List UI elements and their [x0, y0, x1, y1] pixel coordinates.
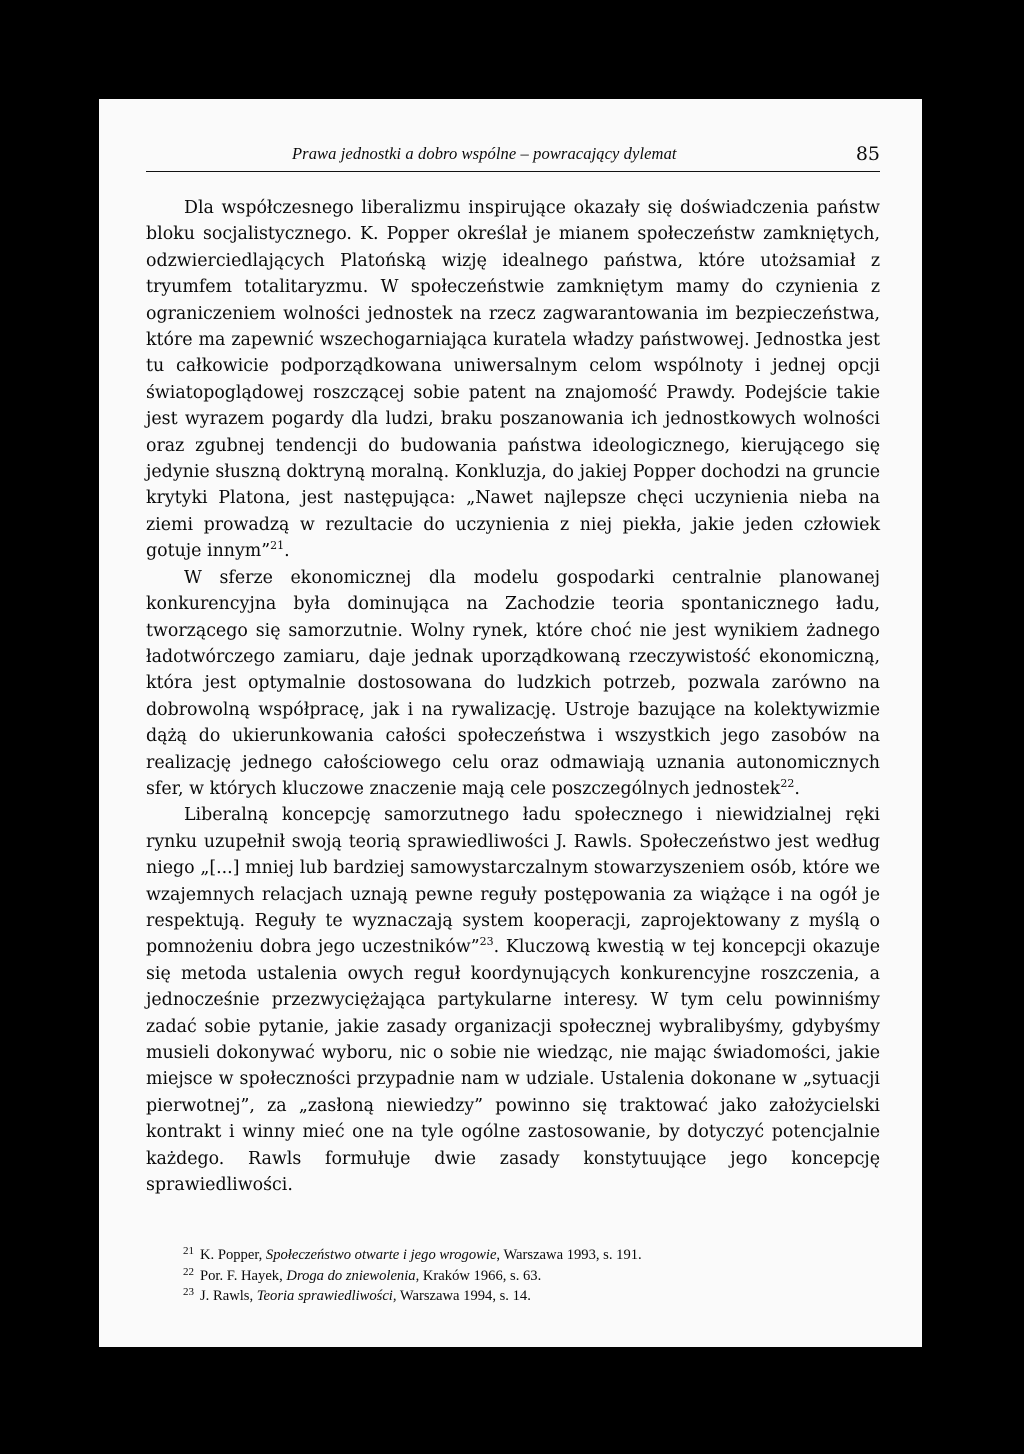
footnote-ref: 23 — [479, 935, 494, 949]
paragraph — [146, 802, 880, 1198]
footnote-rest: Warszawa 1994, s. 14. — [396, 1288, 531, 1304]
footnotes — [183, 1243, 880, 1305]
page-header — [146, 141, 880, 172]
paragraph-text: W sferze ekonomicznej dla modelu gospodarki centralnie planowanej konkurencyjna była dominująca na Zachodzie teoria spontanicznego ładu, tworzącego się samorzutnie. Wolny rynek, które choć nie jest wynikiem żadnego ładotwórczego zamiaru, daje jednak uporządkowaną rzeczywistość ekonomiczną, która jest optymalnie dostosowana do ludzkich potrzeb, pozwala zarówno na dobrowolną współpracę, jak i na rywalizację. Ustroje bazujące na kolektywizmie dążą do ukierunkowania całości społeczeństwa i wszystkich jego zasobów na realizację jednego całościowego celu oraz odmawiają uznania autonomicznych sfer, w których kluczowe znaczenie mają cele poszczególnych jednostek — [146, 567, 880, 799]
footnote — [183, 1284, 880, 1305]
paragraph — [146, 565, 880, 803]
footnote-rest: , Warszawa 1993, s. 191. — [496, 1247, 642, 1263]
paragraph-tail: . — [284, 541, 290, 562]
footnote-number: 22 — [183, 1265, 194, 1278]
running-title: Prawa jednostki a dobro wspólne – powracający dylemat — [292, 144, 677, 163]
paragraph-text: Liberalną koncepcję samorzutnego ładu społecznego i niewidzialnej ręki rynku uzupełnił swoją teorią sprawiedliwości J. Rawls. Społeczeństwo jest według niego „[...] mniej lub bardziej samowystarczalnym stowarzyszeniem osób, które we wzajemnych relacjach uznają pewne reguły postępowania za wiążące i na ogół je respektują. Reguły te wyznaczają system kooperacji, zaprojektowany z myślą o pomnożeniu dobra jego uczestników” — [146, 805, 880, 958]
footnote-number: 23 — [183, 1286, 194, 1298]
footnote-title: Teoria sprawiedliwości, — [256, 1288, 397, 1304]
footnote-title: Społeczeństwo otwarte i jego wrogowie — [265, 1247, 497, 1263]
paragraph — [146, 195, 880, 565]
footnote-author: Por. F. Hayek, — [200, 1267, 287, 1284]
footnote-number: 21 — [183, 1245, 194, 1257]
footnote-rest: , Kraków 1966, s. 63. — [415, 1267, 542, 1284]
footnote — [183, 1243, 880, 1264]
footnote-title: Droga do zniewolenia — [286, 1267, 416, 1284]
page-number: 85 — [855, 143, 880, 165]
footnote-ref: 22 — [780, 777, 795, 791]
body-text — [146, 195, 880, 1198]
paragraph-text: Dla współczesnego liberalizmu inspirujące okazały się doświadczenia państw bloku socjalistycznego. K. Popper określał je mianem społeczeństw zamkniętych, odzwierciedlających Platońską wizję idealnego państwa, które utożsamiał z tryumfem totalitaryzmu. W społeczeństwie zamkniętym mamy do czynienia z ograniczeniem wolności jednostek na rzecz zagwarantowania im bezpieczeństwa, które ma zapewnić wszechogarniająca kuratela władzy państwowej. Jednostka jest tu całkowicie podporządkowana uniwersalnym celom wspólnoty i jednej opcji światopoglądowej roszczącej sobie patent na znajomość Prawdy. Podejście takie jest wyrazem pogardy dla ludzi, braku poszanowania ich jednostkowych wolności oraz zgubnej tendencji do budowania państwa ideologicznego, kierującego się jedynie słuszną doktryną moralną. Konkluzja, do jakiej Popper dochodzi na gruncie krytyki Platona, jest następująca: „Nawet najlepsze chęci uczynienia nieba na ziemi prowadzą w rezultacie do uczynienia z niej piekła, jakie jeden człowiek gotuje innym” — [146, 198, 880, 562]
footnote-ref: 21 — [270, 539, 285, 553]
footnote-author: J. Rawls, — [200, 1288, 257, 1304]
paragraph-tail: . Kluczową kwestią w tej koncepcji okazuje się metoda ustalenia owych reguł koordynujących konkurencyjne roszczenia, a jednocześnie przezwyciężająca partykularne interesy. W tym celu powinniśmy zadać sobie pytanie, jakie zasady organizacji społecznej wybralibyśmy, gdybyśmy musieli dokonywać wyboru, nic o sobie nie wiedząc, nie mając świadomości, jakie miejsce w społeczności przypadnie nam w udziale. Ustalenia dokonane w „sytuacji pierwotnej”, za „zasłoną niewiedzy” powinno się traktować jako założycielski kontrakt i winny mieć one na tyle ogólne zastosowanie, by dotyczyć potencjalnie każdego. Rawls formułuje dwie zasady konstytuujące jego koncepcję sprawiedliwości. — [146, 937, 880, 1196]
footnote-author: K. Popper, — [200, 1247, 266, 1263]
footnote — [183, 1264, 880, 1285]
paragraph-tail: . — [794, 778, 800, 799]
